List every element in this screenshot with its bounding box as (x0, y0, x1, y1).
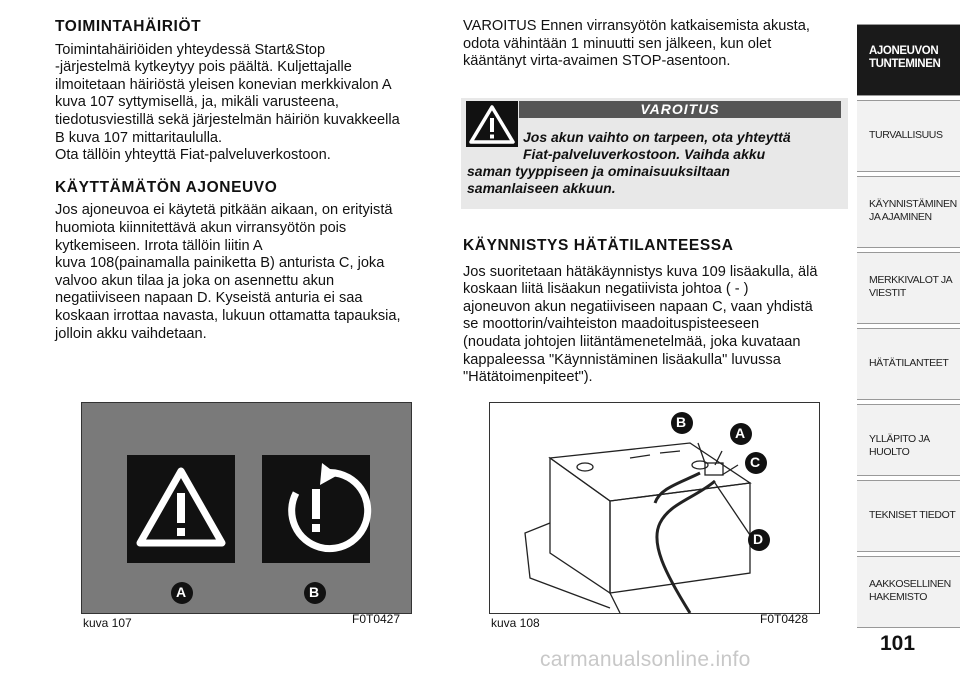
tab-label: KÄYNNISTÄMINEN JA AJAMINEN (869, 198, 957, 223)
heading-malfunctions: TOIMINTAHÄIRIÖT (55, 18, 202, 35)
text-line: saman tyyppiseen ja ominaisuuksiltaan (467, 163, 730, 179)
text-line: odota vähintään 1 minuutti sen jälkeen, kun olet (463, 35, 772, 52)
tab-turvallisuus[interactable] (857, 100, 960, 172)
left-column (55, 18, 437, 343)
general-fault-warning-icon (127, 455, 235, 563)
figure-107 (81, 402, 412, 614)
text-line: Fiat-palveluverkostoon. Vaihda akku (523, 146, 766, 162)
paragraph-warning-intro (463, 18, 848, 71)
label-b: B (676, 414, 687, 430)
text-line: kytkemiseen. Irrota tällöin liitin A (55, 237, 263, 254)
figure-108-caption: kuva 108 (491, 616, 540, 630)
label-c: C (750, 454, 761, 470)
tab-label: YLLÄPITO JA HUOLTO (869, 433, 930, 458)
text-line: huomiota kiinnitettävä akun virransyötön pois (55, 219, 347, 236)
figure-108 (489, 402, 820, 614)
tab-merkkivalot[interactable] (857, 252, 960, 324)
emergency-start-section (463, 237, 848, 387)
start-stop-fault-icon (262, 455, 370, 563)
heading-unused-vehicle: KÄYTTÄMÄTÖN AJONEUVO (55, 178, 278, 196)
text-line: valvoo akun tilaa ja joka on asennettu akun (55, 272, 335, 289)
text-line: (noudata johtojen liitäntämenetelmää, joka kuvataan (463, 333, 801, 350)
text-line: Ota tällöin yhteyttä Fiat-palveluverkostoon. (55, 147, 331, 164)
text-line: se moottorin/vaihteiston maadoituspisteeseen (463, 316, 760, 333)
figure-108-code: F0T0428 (760, 612, 809, 626)
watermark: carmanualsonline.info (540, 648, 751, 671)
text-line: samanlaiseen akkuun. (467, 180, 616, 196)
text-line: VAROITUS Ennen virransyötön katkaisemista akusta, (463, 18, 810, 34)
tab-kaynnistaminen[interactable] (857, 176, 960, 248)
paragraph-emergency-start (463, 264, 848, 387)
figure-107-caption: kuva 107 (83, 616, 132, 630)
text-line: kuva 108(painamalla painiketta B) anturista C, joka (55, 255, 385, 272)
page-number: 101 (880, 632, 916, 655)
text-line: kääntänyt virta-avaimen STOP-asentoon. (463, 53, 731, 70)
warning-text (467, 129, 843, 197)
text-line: kappaleessa "Käynnistäminen lisäakulla" luvussa (463, 351, 781, 368)
label-a: A (735, 425, 746, 441)
tab-label: AJONEUVON TUNTEMINEN (869, 45, 941, 70)
text-line: -järjestelmä kytkeytyy pois päältä. Kuljettajalle (55, 59, 352, 76)
text-line: tiedotusviestillä sekä järjestelmän häiriön kuvakkeella (55, 111, 400, 128)
text-line: Jos ajoneuvoa ei käytetä pitkään aikaan, on erityistä (55, 202, 393, 219)
right-column (463, 18, 848, 71)
label-a: A (176, 584, 187, 600)
tab-label: AAKKOSELLINEN HAKEMISTO (869, 578, 951, 603)
text-line: jolloin akku vaihdetaan. (55, 325, 207, 342)
tab-ajoneuvon-tunteminen[interactable] (857, 24, 960, 96)
label-b: B (309, 584, 320, 600)
text-line: negatiiviseen napaan D. Kyseistä anturia ei saa (55, 290, 363, 307)
text-line: B kuva 107 mittaritaululla. (55, 129, 223, 146)
tab-hatatilanteet[interactable] (857, 328, 960, 400)
text-line: kuva 107 syttymisellä, ja, mikäli varusteena, (55, 94, 339, 111)
heading-emergency-start: KÄYNNISTYS HÄTÄTILANTEESSA (463, 237, 734, 254)
figure-107-code: F0T0427 (352, 612, 401, 626)
text-line: Toimintahäiriöiden yhteydessä Start&Stop (55, 41, 326, 58)
warning-title: VAROITUS (519, 101, 841, 118)
text-line: Jos suoritetaan hätäkäynnistys kuva 109 lisäakulla, älä (463, 263, 818, 280)
tab-yllapito[interactable] (857, 404, 960, 476)
tab-tekniset-tiedot[interactable] (857, 480, 960, 552)
text-line: koskaan liitä lisäakun negatiivista johtoa ( - ) (463, 281, 749, 298)
text-line: ilmoitetaan häiriöstä yleisen konevian merkkivalon A (55, 76, 392, 93)
label-d: D (753, 531, 764, 547)
text-line: "Hätätoimenpiteet"). (463, 369, 593, 386)
text-line: koskaan irrottaa navasta, lukuun ottamatta tapauksia, (55, 307, 401, 324)
tab-label: HÄTÄTILANTEET (869, 357, 949, 369)
battery-illustration (525, 443, 752, 613)
warning-box (461, 98, 848, 209)
tab-label: TURVALLISUUS (869, 129, 943, 141)
paragraph-unused-vehicle (55, 202, 437, 343)
paragraph-malfunctions (55, 42, 437, 165)
text-line: ajoneuvon akun negatiiviseen napaan C, vaan yhdistä (463, 298, 813, 315)
chapter-tabs (857, 0, 960, 678)
tab-hakemisto[interactable] (857, 556, 960, 628)
tab-label: MERKKIVALOT JA VIESTIT (869, 274, 953, 299)
tab-label: TEKNISET TIEDOT (869, 509, 956, 521)
text-line: Jos akun vaihto on tarpeen, ota yhteyttä (523, 129, 791, 145)
